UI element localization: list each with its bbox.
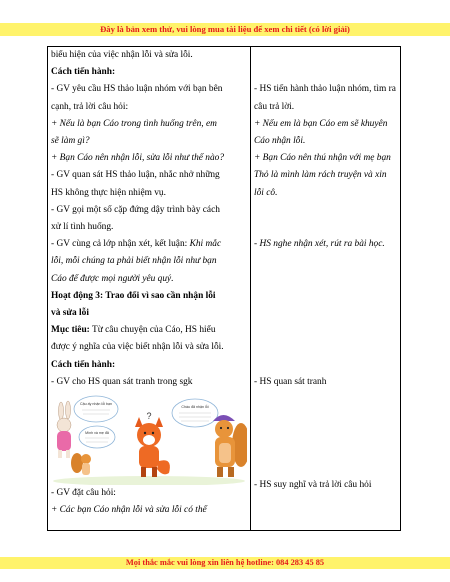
spacer — [254, 271, 397, 288]
answer-line: - HS nghe nhận xét, rút ra bài học. — [254, 239, 385, 250]
spacer — [254, 339, 397, 356]
text-line: - GV yêu cầu HS thảo luận nhóm với bạn bên — [51, 84, 223, 95]
text-line: - GV quan sát HS thảo luận, nhắc nhở những — [51, 170, 220, 181]
procedure-heading: Cách tiến hành: — [51, 67, 116, 78]
spacer — [254, 288, 397, 305]
text-line: cạnh, trả lời câu hỏi: — [51, 101, 129, 112]
question-line: + Các bạn Cáo nhận lỗi và sửa lỗi có thể — [51, 505, 207, 516]
hotline-banner — [0, 557, 450, 569]
speech-bubble — [79, 426, 115, 448]
teacher-column — [48, 47, 251, 531]
text-span: - GV cùng cả lớp nhận xét, kết luận: — [51, 239, 190, 250]
text-line: được ý nghĩa của việc biết nhận lỗi và sửa lỗi. — [51, 342, 224, 353]
hotline-banner-text: Mọi thắc mắc vui lòng xin liên hệ hotline: 084 283 45 85 — [125, 558, 325, 567]
spacer — [254, 391, 397, 477]
conclusion-italic: Khi mắc — [189, 239, 222, 250]
procedure-heading: Cách tiến hành: — [51, 359, 116, 370]
preview-banner-text: Đây là bản xem thử, vui lòng mua tài liệu để xem chi tiết (có lời giải) — [100, 24, 350, 34]
activity-heading: Hoạt động 3: Trao đổi vì sao cần nhận lỗi — [51, 290, 216, 301]
text-line: - GV gọi một số cặp đứng dậy trình bày cách — [51, 204, 220, 215]
question-line: + Nếu là bạn Cáo trong tình huống trên, em — [51, 118, 217, 129]
answer-line: + Bạn Cáo nên thú nhận với mẹ bạn — [254, 153, 391, 164]
conclusion-line — [51, 236, 247, 253]
bubble-text: Cháu đã nhận lỗi — [181, 405, 209, 410]
squirrel-mother-figure — [213, 415, 247, 477]
text-line: - HS suy nghĩ và trả lời câu hỏi — [254, 479, 372, 490]
conclusion-line: lỗi, mỗi chúng ta phải biết nhận lỗi như bạn — [51, 256, 217, 267]
question-line: + Bạn Cáo nên nhận lỗi, sửa lỗi như thế nào? — [51, 153, 225, 164]
answer-line: Thỏ là mình làm rách truyện và xin — [254, 170, 387, 181]
speech-bubble — [172, 399, 218, 427]
spacer — [254, 253, 397, 270]
student-column — [251, 47, 401, 531]
text-line: - HS tiến hành thảo luận nhóm, tìm ra — [254, 84, 396, 95]
ground-shape — [53, 476, 245, 485]
text-line: biểu hiện của việc nhận lỗi và sửa lỗi. — [51, 50, 193, 60]
story-illustration — [51, 393, 247, 485]
spacer — [254, 305, 397, 322]
bubble-text: Cậu ấy nhận lỗi bạn — [80, 402, 112, 407]
spacer — [254, 202, 397, 219]
spacer — [254, 47, 397, 64]
rabbit-figure — [57, 401, 71, 458]
conclusion-line: Cáo để được mọi người yêu quý. — [51, 273, 174, 284]
text-line: xử lí tình huống. — [51, 222, 114, 233]
spacer — [254, 357, 397, 374]
spacer — [254, 322, 397, 339]
text-line: HS không thực hiện nhiệm vụ. — [51, 187, 166, 198]
objective-line — [51, 322, 247, 339]
question-mark: ? — [146, 411, 152, 422]
question-line: sẽ làm gì? — [51, 136, 90, 147]
table-row — [48, 47, 401, 531]
objective-label: Mục tiêu: — [51, 325, 90, 336]
activity-heading: và sửa lỗi — [51, 308, 89, 319]
answer-line: lỗi cô. — [254, 187, 278, 198]
bubble-text: Mình và mẹ đã — [85, 431, 109, 436]
answer-line: Cáo nhận lỗi. — [254, 135, 306, 146]
speech-bubble — [74, 396, 118, 422]
spacer — [254, 219, 397, 236]
text-line: - GV đặt câu hỏi: — [51, 488, 116, 499]
text-span: Từ câu chuyện của Cáo, HS hiểu — [89, 325, 216, 336]
small-squirrel-figure — [71, 453, 91, 475]
preview-banner — [0, 23, 450, 36]
text-line: - GV cho HS quan sát tranh trong sgk — [51, 376, 193, 387]
text-line: câu trả lời. — [254, 101, 295, 112]
spacer — [254, 64, 397, 81]
lesson-table — [47, 46, 401, 531]
fox-figure — [135, 417, 170, 477]
answer-line: + Nếu em là bạn Cáo em sẽ khuyên — [254, 118, 388, 129]
text-line: - HS quan sát tranh — [254, 376, 327, 387]
illustration-svg — [51, 393, 247, 485]
